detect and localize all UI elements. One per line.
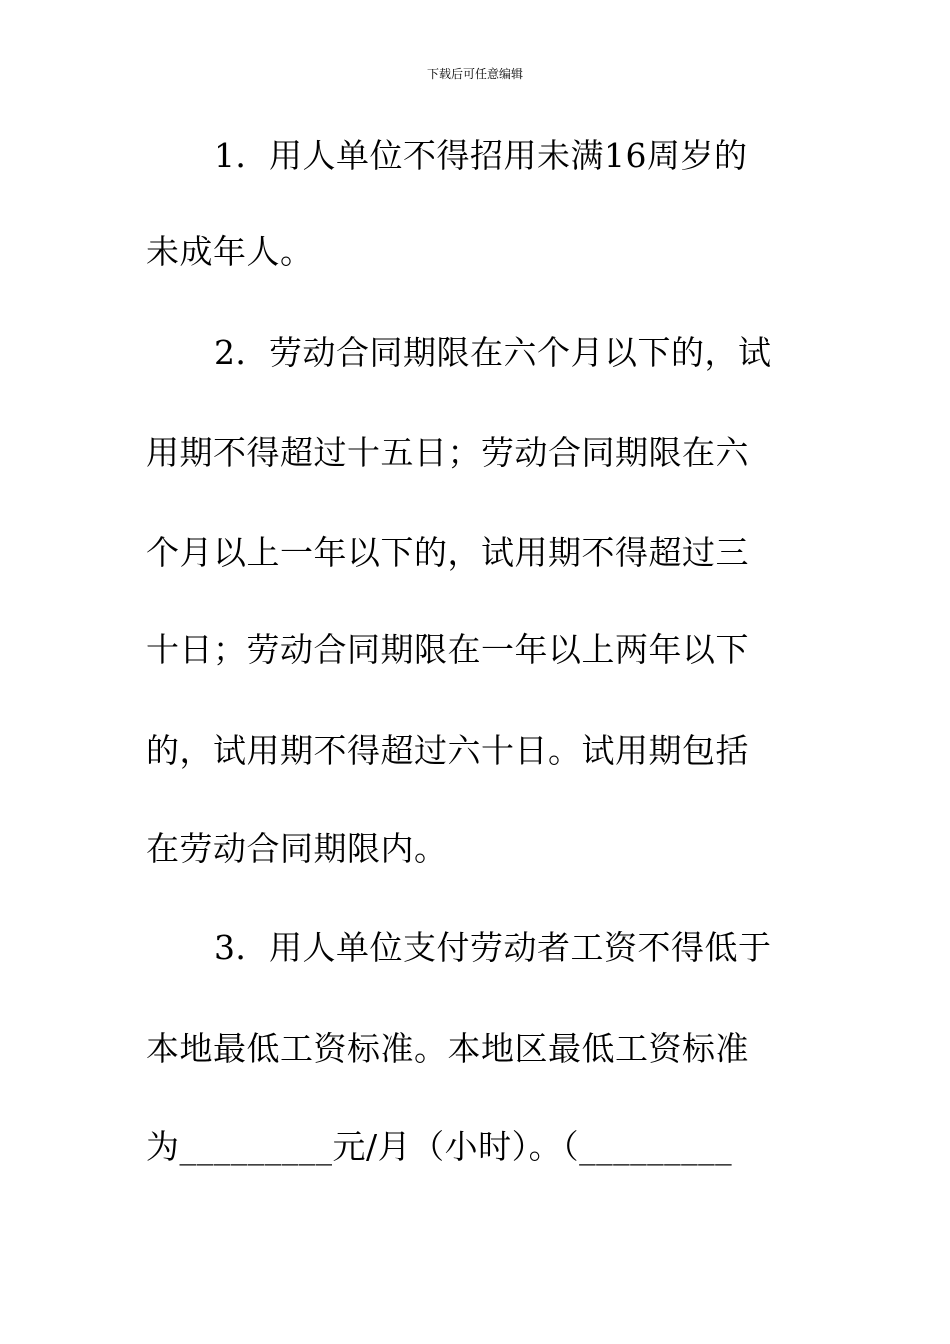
paragraph-2-line-3: 个月以上一年以下的，试用期不得超过三 [146,533,749,572]
paragraph-3-line-3: 为_________元/月（小时）。（_________ [146,1127,733,1166]
paragraph-2-line-1: 2．劳动合同期限在六个月以下的，试 [214,333,772,372]
paragraph-1-line-1: 1．用人单位不得招用未满16周岁的 [214,136,748,175]
paragraph-2-line-6: 在劳动合同期限内。 [146,829,448,868]
paragraph-2-line-2: 用期不得超过十五日；劳动合同期限在六 [146,433,749,472]
paragraph-1-line-2: 未成年人。 [146,232,314,271]
paragraph-3-line-1: 3．用人单位支付劳动者工资不得低于 [214,928,772,967]
paragraph-3-line-2: 本地最低工资标准。本地区最低工资标准 [146,1029,749,1068]
page-header: 下载后可任意编辑 [426,67,523,81]
paragraph-2-line-5: 的，试用期不得超过六十日。试用期包括 [146,731,749,770]
paragraph-2-line-4: 十日；劳动合同期限在一年以上两年以下 [146,630,749,669]
